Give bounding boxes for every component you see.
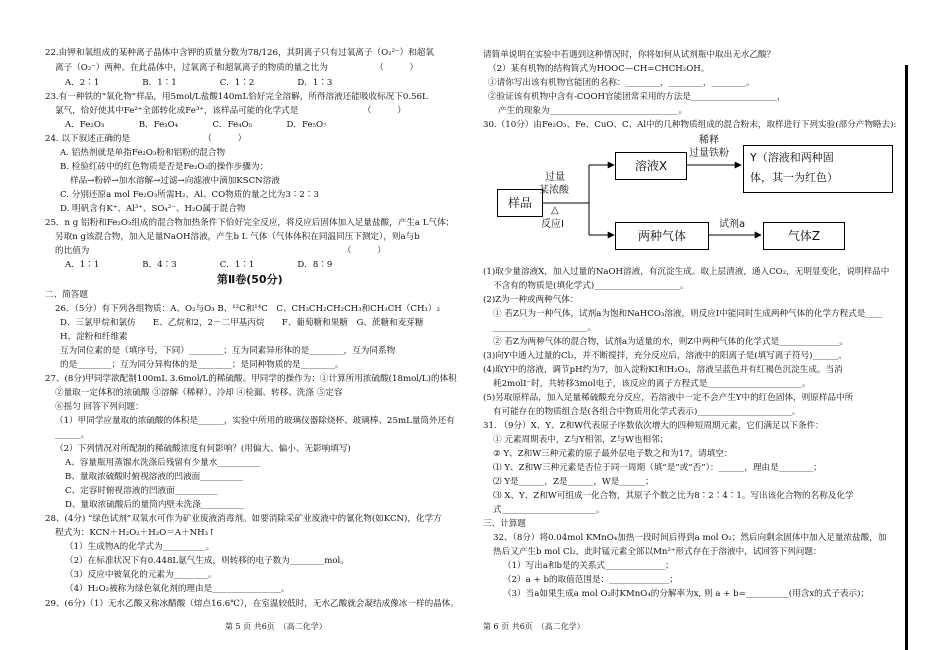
q22-stem-line1: 22.由钾和氧组成的某种离子晶体中含钾的质量分数为78/126，其阴离子只有过氧离子（O₂²⁻）和超氧	[45, 48, 434, 58]
q31-part3-line2: 式______________________。	[493, 505, 605, 515]
q29-part2-sub2: ②验证该有机物中含有-COOH官能团常采用的方法是____________________，	[488, 92, 786, 102]
q25-stem-line2: 另取n g该混合物，加入足量NaOH溶液，产生b L 气体（气体体积在同温同压下测定），则a与b	[55, 232, 420, 242]
q23-stem-line2: 氯气，恰好使其中Fe²⁺全部转化成Fe³⁺，该样品可能的化学式是 （ ）	[55, 106, 406, 116]
q28-stem-line2: 程式为：KCN＋H₂O₂＋H₂O＝A＋NH₃↑	[55, 528, 216, 538]
q31-part1: ⑴ Y、Z和W三种元素是否位于同一周期（填“是”或“否”）：______，理由是________；	[493, 463, 822, 473]
q24-stem: 24. 以下叙述正确的是 （ ）	[45, 134, 247, 144]
part-two-title: 第Ⅱ卷(50分)	[217, 273, 283, 286]
q29-part2-stem: （2）某有机物的结构简式为HOOC—CH=CHCH₂OH。	[488, 64, 710, 74]
q28-part3: （3）反应中被氧化的元素为________。	[65, 570, 217, 580]
section-short-answer: 二、简答题	[45, 290, 88, 300]
q23-stem-line1: 23.有一种铁的“氧化物”样品，用5mol/L盐酸140mL恰好完全溶解，所得溶液还能吸收标况下0.56L	[45, 92, 428, 102]
label-heat-triangle: △	[551, 205, 559, 216]
q30-stem: 30.（10分）由Fe₂O₃、Fe、CuO、C、Al中的几种物质组成的混合粉末，取样进行下列实验(部分产物略去):	[483, 120, 897, 130]
q31-condition2: ② Y、Z和W三种元素的原子最外层电子数之和为17。请填空：	[493, 449, 733, 459]
box-solution-x: 溶液X	[615, 152, 687, 180]
q30-part2-sub1-line1: ① 若Z只为一种气体，试剂a为饱和NaHCO₃溶液，则反应Ⅰ中能同时生成两种气体的化学方程式是____	[493, 309, 883, 319]
q30-part5-line1: (5)另取原样品，加入足量稀硫酸充分反应，若溶液中一定不会产生Y中的红色固体，则原样品中所	[483, 393, 854, 403]
q27-part1-line2: ______。	[55, 430, 90, 440]
q28-stem-line1: 28、(4分) “绿色试剂”双氧水可作为矿业废液消毒剂。如要消除采矿业废液中的氰化物(如KCN)，化学方	[45, 514, 442, 524]
q27-part2-a: A、容量瓶用蒸馏水洗涤后残留有少量水__________	[65, 458, 261, 468]
q29-part2-sub1: ①请你写出该有机物官能团的名称：________，________，________。	[488, 78, 755, 88]
label-reagent-acid: 某浓酸	[539, 185, 569, 196]
box-two-gases: 两种气体	[615, 222, 709, 250]
q24-option-a: A. 铝热剂就是单指Fe₂O₃粉和铝粉的混合物	[60, 148, 226, 158]
q25-stem-line1: 25．n g 铝粉和Fe₂O₃组成的混合物加热条件下恰好完全反应，将反应后固体加入足量盐酸，产生a L气体；	[45, 218, 455, 228]
q32-part2: （2）a + b的取值范围是：______________；	[503, 575, 678, 585]
q30-part2-stem: (2)Z为一种或两种气体：	[483, 295, 579, 305]
q24-option-d: D. 明矾含有K⁺、Al³⁺、SO₄²⁻、H₂O属于混合物	[60, 204, 246, 214]
q22-options: A．2∶1 B．1∶1 C．1∶2 D．1∶3	[65, 78, 333, 88]
q31-stem: 31. （9分）X、Y、Z和W代表原子序数依次增大的四种短周期元素，它们满足以下条件：	[483, 421, 824, 431]
q28-part1: （1）生成物A的化学式为__________。	[65, 542, 215, 552]
q32-stem-line2: 热后又产生b mol Cl₂，此时锰元素全部以Mn²⁺形式存在于溶液中，试回答下列问题：	[493, 547, 822, 557]
q32-stem-line1: 32、（8分）将0.04mol KMnO₄加热一段时间后得到a mol O₂；然后向剩余固体中加入足量浓盐酸，加	[493, 533, 887, 543]
q30-part4-line1: (4)取Y中的溶液，调节pH约为7，加入淀粉KI和H₂O₂，溶液呈蓝色并有红褐色沉淀生成。当消	[483, 365, 843, 375]
q32-part3: （3）当a如果生成a mol O₂时KMnO₄的分解率为x, 则 a + b=__________(用含x的式子表示)；	[503, 589, 870, 599]
q31-part3-line1: ⑶ X、Y、Z和W可组成一化合物，其原子个数之比为8∶2∶4∶1。写出该化合物的名称及化学	[493, 491, 854, 501]
q23-options: A．Fe₂O₃ B．Fe₃O₄ C．Fe₄O₅ D．Fe₅O₇	[65, 120, 327, 130]
label-excess-iron: 过量铁粉	[689, 148, 729, 159]
left-page	[45, 0, 460, 650]
q27-part2-b: B、量取浓硫酸时俯视溶液的凹液面__________	[65, 472, 244, 482]
right-page-footer: 第 6 页 共6页 （高二化学）	[483, 622, 585, 631]
q27-part1-line1: （1）甲同学应量取的浓硫酸的体积是______，实验中所用的玻璃仪器除烧杯、玻璃棒、25mL量筒外还有	[55, 416, 455, 426]
label-reaction-i: 反应Ⅰ	[541, 219, 564, 230]
q24-option-c: C. 分别还原a mol Fe₂O₃所需H₂、Al、CO物质的量之比为3∶2∶3	[60, 190, 319, 200]
right-page	[483, 0, 903, 650]
q27-part2-c: C、定容时俯视溶液的凹液面__________	[65, 486, 218, 496]
q28-part2: （2）在标准状况下有0.448L氨气生成，则转移的电子数为________mol。	[65, 556, 349, 566]
label-reagent-excess: 过量	[545, 172, 565, 183]
result-y-line2: 体，其一为红色）	[750, 171, 838, 184]
result-y-line1: Y（溶液和两种固	[750, 151, 834, 164]
q30-flow-diagram	[493, 135, 903, 270]
q30-part2-sub1-line2: ______________________。	[493, 323, 597, 333]
q26-stem-line1: 26、（5分）有下列各组物质：A、O₂与O₃ B、¹²C和¹⁴C C、CH₃CH₂CH₂CH₃和CH₃CH（CH₃）₂	[55, 304, 440, 314]
q25-options: A．1∶1 B．4∶3 C．1∶1 D．8∶9	[65, 260, 333, 270]
q27-part2-d: D、量取浓硫酸后的量筒内壁未洗涤__________	[65, 500, 244, 510]
q26-blanks-line2: 的是________；互为同分异构体的是________；是同种物质的是________。	[60, 360, 344, 370]
box-result-y	[743, 145, 893, 193]
section-calculation: 三、计算题	[483, 519, 526, 529]
q26-stem-line3: H、淀粉和纤维素	[60, 332, 128, 342]
label-dilute: 稀释	[699, 135, 719, 146]
q24-option-b: B. 检验红砖中的红色物质是否是Fe₂O₃的操作步骤为：	[60, 162, 269, 172]
q30-part2-sub2: ② 若Z为两种气体的混合物，试剂a为适量的水，则Z中两种气体的化学式是______________。	[493, 337, 848, 347]
q27-stem-line1: 27、(8分)甲同学欲配制100mL 3.6mol/L的稀硫酸。甲同学的操作为：①计算所用浓硫酸(18mol/L)的体积	[45, 374, 457, 384]
box-gas-z: 气体Z	[763, 222, 845, 250]
q27-stem-line2: ②量取一定体积的浓硫酸 ③溶解（稀释）、冷却 ④检漏、转移、洗涤 ⑤定容	[55, 388, 343, 398]
q30-part3: (3)向Y中通入过量的Cl₂，并不断搅拌，充分反应后，溶液中的阳离子是(填写离子符号)______。	[483, 351, 847, 361]
q29-stem-line1: 29、(6分)（1）无水乙酸又称冰醋酸（熔点16.6℃），在室温较低时，无水乙酸就会凝结成像冰一样的晶体。	[45, 599, 459, 609]
q24-option-b-steps: 样品→粉碎→加水溶解→过滤→向滤液中滴加KSCN溶液	[70, 176, 280, 186]
q32-part1: （1）写出a和b是的关系式______________；	[503, 561, 674, 571]
q31-condition1: ① 元素周期表中，Z与Y相邻，Z与W也相邻；	[493, 435, 669, 445]
q27-stem-line3: ⑥摇匀 回答下列问题：	[55, 402, 144, 412]
q30-part1-line2: 不含有的物质是(填化学式)____________________。	[493, 281, 689, 291]
q27-part2-stem: （2）下列情况对所配制的稀硫酸浓度有何影响？(用偏大、偏小、无影响填写)	[55, 444, 351, 454]
q26-stem-line2: D、三氯甲烷和氯仿 E、乙烷和2，2－二甲基丙烷 F、葡萄糖和果糖 G、蔗糖和麦芽糖	[60, 318, 424, 328]
q25-stem-line3: 的比值为 （ ）	[55, 246, 386, 256]
box-sample: 样品	[497, 189, 543, 217]
label-reagent-a: 试剂a	[719, 219, 746, 230]
left-page-footer: 第 5 页 共6页 （高二化学）	[225, 622, 327, 631]
q26-blanks-line1: 互为同位素的是（填序号，下同）________；互为同素异形体的是________，互为同系物	[60, 346, 396, 356]
binding-edge-bar	[905, 65, 908, 650]
q29-stem-line2: 请简单说明在实验中若遇到这种情况时，你将如何从试剂瓶中取出无水乙酸？	[483, 50, 776, 60]
q29-part2-sub2-phenomenon: 产生的现象为______________________________。	[498, 106, 688, 116]
q22-stem-line2: 离子（O₂⁻）两种。在此晶体中，过氧离子和超氧离子的物质的量之比为 （ ）	[55, 63, 419, 73]
q31-part2: ⑵ Y是______，Z是______，W是______；	[493, 477, 654, 487]
q28-part4: （4）H₂O₂被称为绿色氧化剂的理由是________________。	[65, 584, 290, 594]
q30-part1-line1: (1)取少量溶液X，加入过量的NaOH溶液，有沉淀生成。取上层清液，通入CO₂，无明显变化，说明样品中	[483, 267, 890, 277]
q30-part4-line2: 耗2molI⁻时，共转移3mol电子，该反应的离子方程式是______________________。	[493, 379, 811, 389]
q30-part5-line2: 有可能存在的物质组合是(各组合中物质用化学式表示)______________________。	[493, 407, 801, 417]
